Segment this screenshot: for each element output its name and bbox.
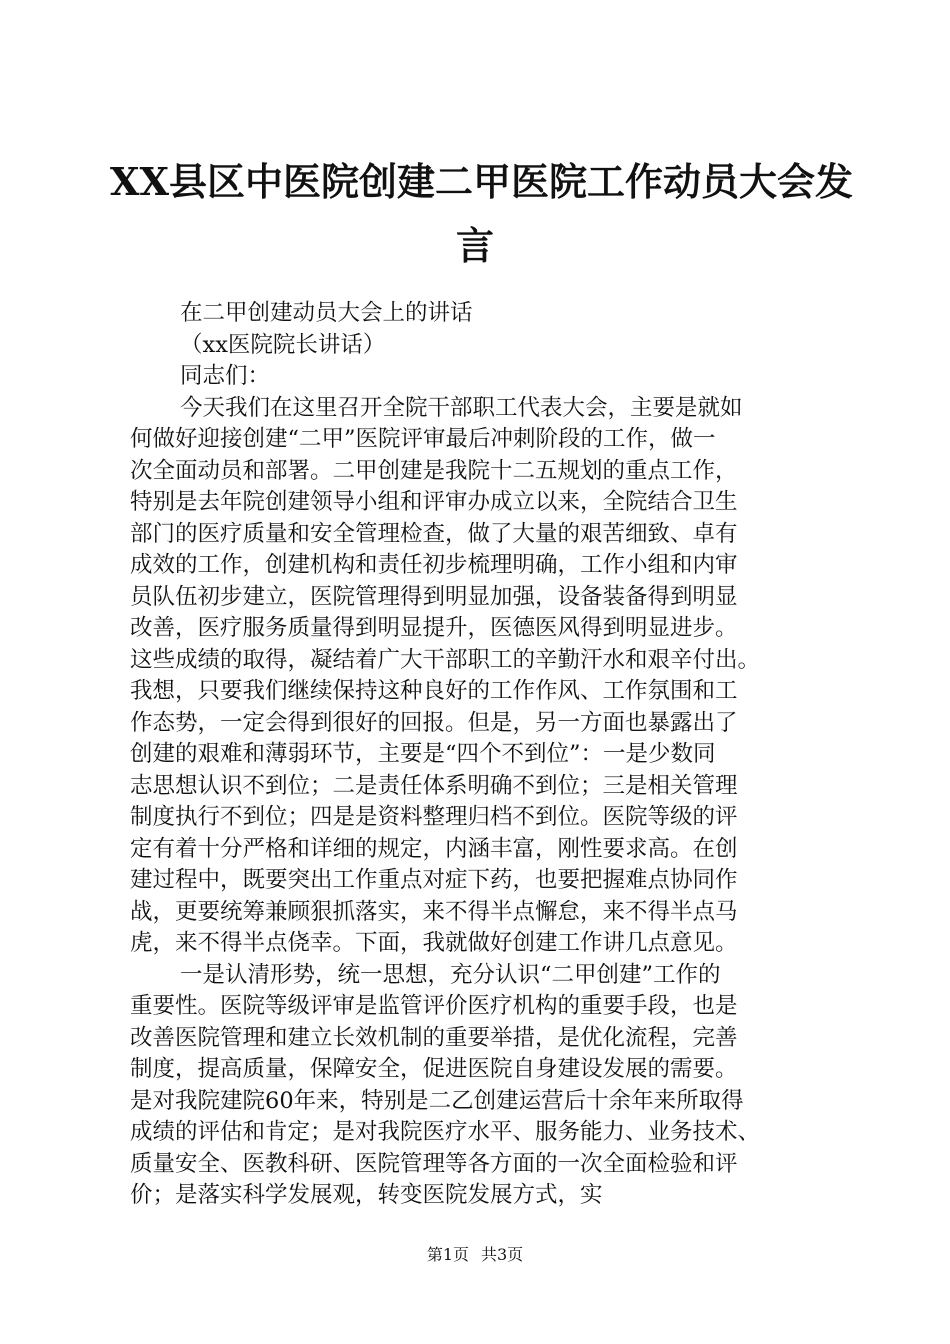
document-title-line-1: XX县区中医院创建二甲医院工作动员大会发 [110, 159, 853, 204]
body-line: 质量安全、医教科研、医院管理等各方面的一次全面检验和评 [130, 1150, 738, 1177]
body-line: 特别是去年院创建领导小组和评审办成立以来，全院结合卫生 [130, 489, 738, 515]
body-line: 这些成绩的取得，凝结着广大干部职工的辛勤汗水和艰辛付出。 [130, 646, 761, 673]
page-total: 共3页 [481, 1245, 524, 1264]
body-line: 在二甲创建动员大会上的讲话 [180, 300, 473, 326]
page-footer [0, 1243, 950, 1267]
body-line: 制度执行不到位；四是是资料整理归档不到位。医院等级的评 [130, 804, 738, 830]
body-line: 次全面动员和部署。二甲创建是我院十二五规划的重点工作， [130, 457, 738, 484]
body-line: 建过程中，既要突出工作重点对症下药，也要把握难点协同作 [130, 867, 738, 893]
document-title-line-2: 言 [455, 223, 494, 268]
body-line: 何做好迎接创建“二甲”医院评审最后冲刺阶段的工作，做一 [130, 426, 716, 452]
body-line: 重要性。医院等级评审是监管评价医疗机构的重要手段，也是 [130, 993, 738, 1019]
body-line: 作态势，一定会得到很好的回报。但是，另一方面也暴露出了 [130, 709, 738, 736]
body-line: （xx医院院长讲话） [180, 331, 386, 358]
body-line: 一是认清形势，统一思想，充分认识“二甲创建”工作的 [180, 961, 721, 988]
body-line: 是对我院建院60年来，特别是二乙创建运营后十余年来所取得 [130, 1087, 744, 1114]
body-line: 同志们： [180, 363, 271, 389]
document-body [130, 298, 830, 1212]
body-line: 志思想认识不到位；二是责任体系明确不到位；三是相关管理 [130, 772, 738, 799]
body-line: 制度，提高质量，保障安全，促进医院自身建设发展的需要。 [130, 1056, 738, 1082]
body-line: 价；是落实科学发展观，转变医院发展方式，实 [130, 1182, 603, 1208]
body-line: 虎，来不得半点侥幸。下面，我就做好创建工作讲几点意见。 [130, 930, 738, 956]
body-line: 成效的工作，创建机构和责任初步梳理明确，工作小组和内审 [130, 552, 738, 578]
page-number: 第1页 [426, 1245, 469, 1264]
body-line: 我想，只要我们继续保持这种良好的工作作风、工作氛围和工 [130, 678, 738, 704]
body-line: 部门的医疗质量和安全管理检查，做了大量的艰苦细致、卓有 [130, 520, 738, 547]
body-line: 成绩的评估和肯定；是对我院医疗水平、服务能力、业务技术、 [130, 1119, 761, 1145]
body-line: 改善，医疗服务质量得到明显提升，医德医风得到明显进步。 [130, 615, 738, 641]
body-line: 改善医院管理和建立长效机制的重要举措，是优化流程，完善 [130, 1024, 738, 1051]
body-line: 创建的艰难和薄弱环节，主要是“四个不到位”：一是少数同 [130, 741, 716, 767]
body-line: 战，更要统筹兼顾狠抓落实，来不得半点懈怠，来不得半点马 [130, 898, 738, 925]
body-line: 定有着十分严格和详细的规定，内涵丰富，刚性要求高。在创 [130, 835, 738, 862]
body-line: 今天我们在这里召开全院干部职工代表大会，主要是就如 [180, 394, 743, 421]
body-line: 员队伍初步建立，医院管理得到明显加强，设备装备得到明显 [130, 583, 738, 610]
